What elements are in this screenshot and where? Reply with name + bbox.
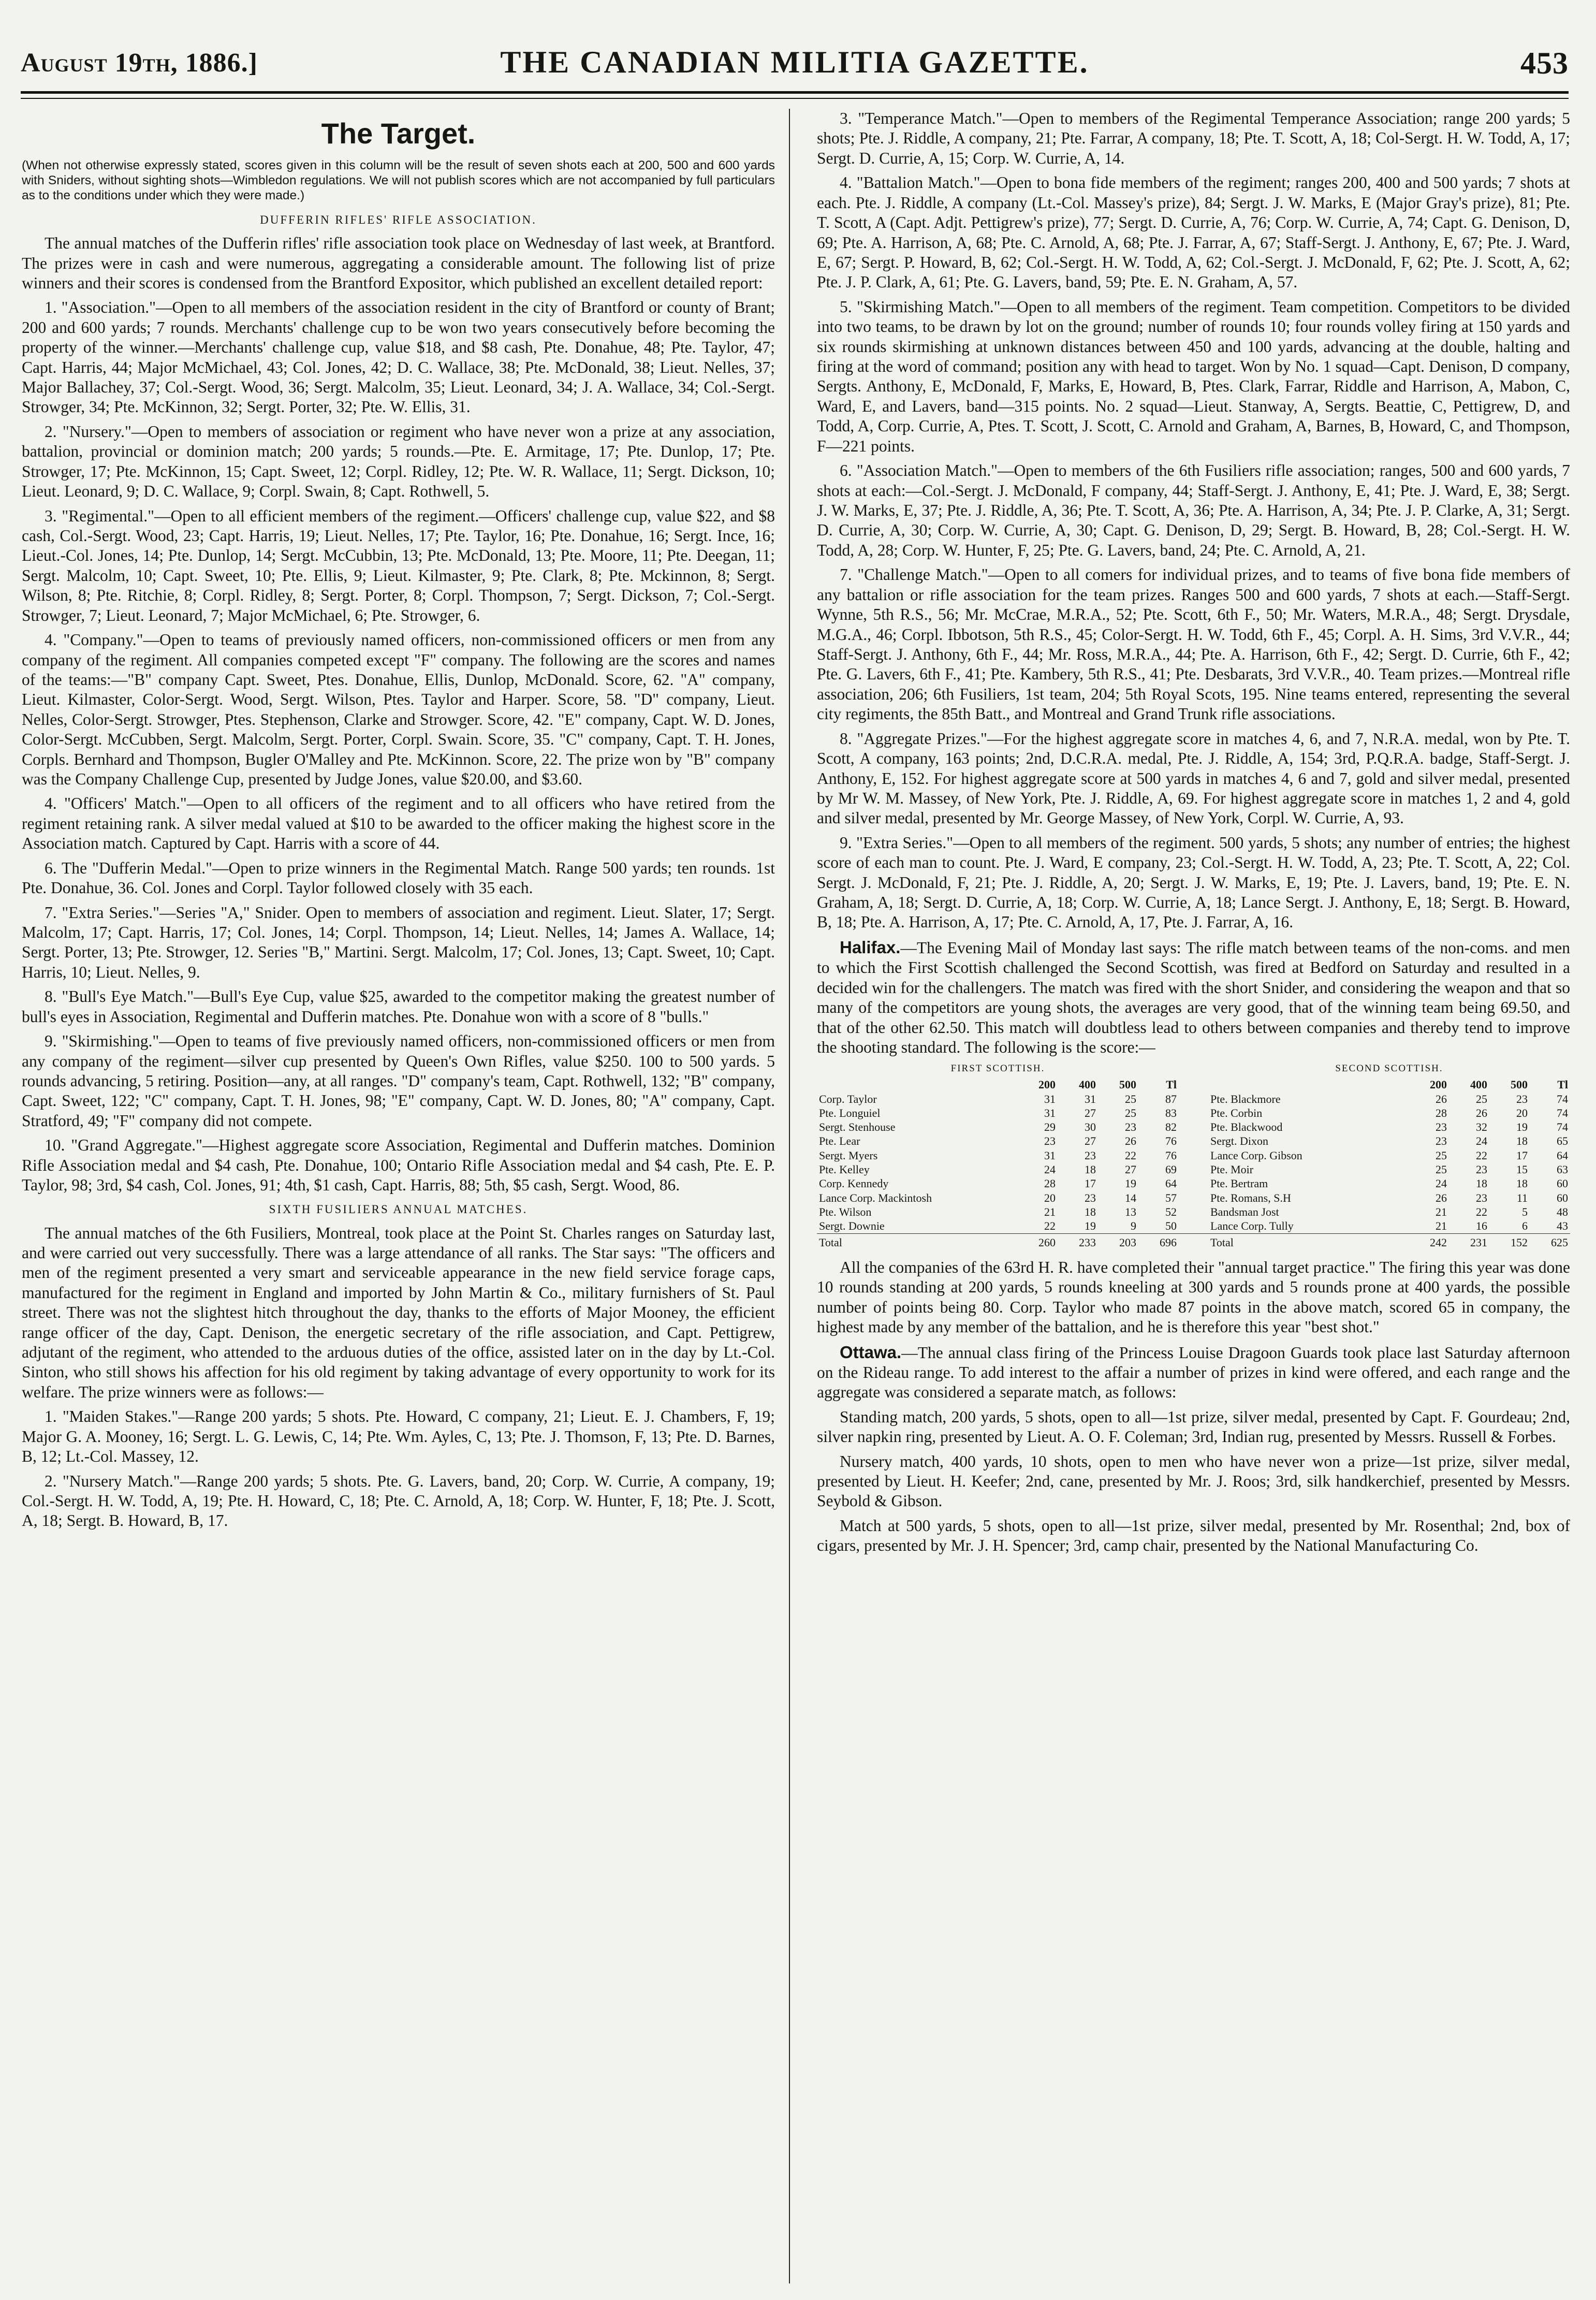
shooter-name: Pte. Kelley <box>819 1163 870 1176</box>
table-row <box>817 1162 1570 1176</box>
score-s200: 29 <box>1044 1120 1056 1134</box>
score-s200: 23 <box>1436 1134 1447 1148</box>
score-total: 74 <box>1557 1120 1568 1134</box>
score-s500: 18 <box>1516 1177 1528 1190</box>
first-scottish-title: FIRST SCOTTISH. <box>950 1063 1045 1074</box>
gap-cell <box>1179 1106 1208 1120</box>
score-s400: 23 <box>1476 1163 1487 1176</box>
score-s500: 6 <box>1522 1219 1528 1233</box>
gap-cell <box>1179 1134 1208 1148</box>
score-total: 64 <box>1165 1177 1177 1190</box>
article-paragraph: 8. "Bull's Eye Match."—Bull's Eye Cup, value $25, awarded to the competitor making the greatest number of bull's eyes in Association, Regimental and Dufferin matches. Pte. Donahue won with a score of 8 "bulls." <box>22 987 775 1026</box>
shooter-name: Sergt. Downie <box>819 1219 885 1233</box>
total-s200: 242 <box>1409 1233 1449 1249</box>
score-s200: 31 <box>1044 1148 1056 1162</box>
score-s400: 23 <box>1085 1191 1096 1204</box>
shooter-name: Pte. Moir <box>1210 1163 1254 1176</box>
column-header: 500 <box>1511 1078 1528 1091</box>
masthead <box>21 42 1569 84</box>
score-s400: 18 <box>1085 1163 1096 1176</box>
score-s500: 19 <box>1125 1177 1136 1190</box>
shooter-name: Pte. Romans, S.H <box>1210 1191 1291 1204</box>
score-total: 57 <box>1165 1191 1177 1204</box>
gap-cell <box>1179 1120 1208 1134</box>
table-row <box>817 1176 1570 1190</box>
article-paragraph: Nursery match, 400 yards, 10 shots, open to men who have never won a prize—1st prize, silver medal, presented by Lieut. H. Keefer; 2nd, cane, presented by Mr. J. Roos; 3rd, silk handkerchief, presented by Messrs. Seybold & Gibson. <box>817 1452 1570 1510</box>
article-paragraph: 7. "Challenge Match."—Open to all comers for individual prizes, and to teams of five bona fide members of any battalion or rifle association for the team prizes. Ranges 500 and 600 yards, 7 shots at each.—Staff-Sergt. Wynne, 5th R.S., 56; Mr. McCrae, M.R.A., 52; Pte. Scott, 6th F., 50; Mr. Waters, M.R.A., 48; Sergt. Drysdale, M.G.A., 46; Corpl. Ibbotson, 5th R.S., 45; Color-Sergt. H. W. Todd, 6th F., 45; Corpl. A. H. Sims, 3rd V.V.R., 44; Staff-Sergt. J. Anthony, 6th F., 44; Mr. Ross, M.R.A., 44; Pte. A. Harrison, 6th F., 42; Sergt. D. Currie, 6th F., 42; Pte. G. Lavers, 6th F., 41; Pte. Kambery, 5th R.S., 41; Pte. Desbarats, 3rd V.V.R., 40. Team prizes.—Montreal rifle association, 206; 6th Fusiliers, 1st team, 204; 5th Royal Scots, 195. Nine teams entered, representing the several city regiments, the 85th Batt., and Montreal and Grand Trunk rifle associations. <box>817 565 1570 723</box>
score-s400: 18 <box>1085 1205 1096 1218</box>
column-divider <box>789 109 790 2283</box>
score-s400: 22 <box>1476 1148 1487 1162</box>
score-s500: 22 <box>1125 1148 1136 1162</box>
shooter-name: Sergt. Dixon <box>1210 1134 1269 1148</box>
editorial-notice: (When not otherwise expressly stated, scores given in this column will be the result of seven shots each at 200, 500 and 600 yards with Sniders, without sighting shots—Wimbledon regulations. We will not publish scores which are not accompanied by full particulars as to the conditions under which they were made.) <box>22 158 775 203</box>
total-total: 625 <box>1530 1233 1570 1249</box>
score-s200: 25 <box>1436 1163 1447 1176</box>
score-total: 82 <box>1165 1120 1177 1134</box>
score-s400: 32 <box>1476 1120 1487 1134</box>
score-s400: 19 <box>1085 1219 1096 1233</box>
shooter-name: Pte. Longuiel <box>819 1106 881 1119</box>
article-paragraph: 6. "Association Match."—Open to members of the 6th Fusiliers rifle association; ranges, 500 and 600 yards, 7 shots at each:—Col.-Sergt. J. McDonald, F company, 44; Staff-Sergt. J. Anthony, E, 41; Pte. J. Ward, E, 38; Sergt. J. W. Marks, E, 37; Pte. J. Riddle, A, 36; Pte. T. Scott, A, 36; Pte. A. Harrison, A, 34; Pte. J. P. Clarke, A, 31; Sergt. D. Currie, A, 30; Corp. W. Currie, A, 30; Capt. G. Denison, D, 29; Sergt. B. Howard, B, 28; Col.-Sergt. H. W. Todd, A, 28; Corp. W. Hunter, F, 25; Pte. G. Lavers, band, 24; Pte. C. Arnold, A, 21. <box>817 461 1570 559</box>
score-s400: 18 <box>1476 1177 1487 1190</box>
score-s500: 23 <box>1125 1120 1136 1134</box>
score-s200: 24 <box>1436 1177 1447 1190</box>
gap-cell <box>1179 1078 1208 1091</box>
article-paragraph: 4. "Company."—Open to teams of previously named officers, non-commissioned officers or men from any company of the regiment. All companies competed except "F" company. The following are the scores and names of the teams:—"B" company Capt. Sweet, Ptes. Donahue, Ellis, Dunlop, McDonald. Score, 62. "A" company, Lieut. Kilmaster, Color-Sergt. Wood, Sergt. Wilson, Ptes. Taylor and Harper. Score, 58. "D" company, Lieut. Nelles, Color-Sergt. Strowger, Ptes. Stephenson, Clarke and Strowger. Score, 42. "E" company, Capt. W. D. Jones, Color-Sergt. McCubben, Sergt. Malcolm, Sergt. Porter, Corpl. Swain. Score, 35. "C" company, Capt. T. H. Jones, Corpls. Bernhard and Thompson, Bugler O'Malley and Pte. McKinnon. Score, 22. The prize won by "B" company was the Company Challenge Cup, presented by Judge Jones, value $20.00, and $3.60. <box>22 631 775 789</box>
section-title: The Target. <box>321 117 476 150</box>
table-row <box>817 1120 1570 1134</box>
article-paragraph: 6. The "Dufferin Medal."—Open to prize winners in the Regimental Match. Range 500 yards; ten rounds. 1st Pte. Donahue, 36. Col. Jones and Corpl. Taylor followed closely with 35 each. <box>22 858 775 897</box>
score-s500: 27 <box>1125 1163 1136 1176</box>
score-s400: 27 <box>1085 1106 1096 1119</box>
score-total: 76 <box>1165 1148 1177 1162</box>
table-row <box>817 1205 1570 1219</box>
article-paragraph: Standing match, 200 yards, 5 shots, open to all—1st prize, silver medal, presented by Capt. F. Gourdeau; 2nd, silver napkin ring, presented by Lieut. A. O. F. Coleman; 3rd, Indian rug, presented by Messrs. Russell & Forbes. <box>817 1407 1570 1446</box>
table-row <box>817 1219 1570 1233</box>
shooter-name: Bandsman Jost <box>1210 1205 1279 1218</box>
score-s400: 26 <box>1476 1106 1487 1119</box>
dufferin-heading: DUFFERIN RIFLES' RIFLE ASSOCIATION. <box>260 213 537 227</box>
total-total: 696 <box>1138 1233 1179 1249</box>
total-s500: 203 <box>1098 1233 1138 1249</box>
score-s500: 23 <box>1516 1092 1528 1105</box>
score-s500: 26 <box>1125 1134 1136 1148</box>
score-s400: 27 <box>1085 1134 1096 1148</box>
shooter-name: Corp. Taylor <box>819 1092 877 1105</box>
score-s200: 21 <box>1044 1205 1056 1218</box>
score-s500: 15 <box>1516 1163 1528 1176</box>
score-column-header-row <box>817 1078 1570 1091</box>
score-s500: 25 <box>1125 1106 1136 1119</box>
gap-cell <box>1179 1191 1208 1205</box>
score-s200: 28 <box>1044 1177 1056 1190</box>
score-total: 52 <box>1165 1205 1177 1218</box>
column-header: Tl <box>1166 1078 1177 1091</box>
table-row <box>817 1148 1570 1162</box>
score-s200: 25 <box>1436 1148 1447 1162</box>
article-paragraph: 10. "Grand Aggregate."—Highest aggregate score Association, Regimental and Dufferin matches. Dominion Rifle Association medal and $4 cash, Pte. Donahue, 100; Ontario Rifle Association medal and $4 cash, Pte. E. P. Taylor, 98; 3rd, $4 cash, Col. Jones, 91; 4th, $1 cash, Capt. Harris, 88; 5th, $5 cash, Sergt. Wood, 86. <box>22 1136 775 1195</box>
score-s200: 21 <box>1436 1205 1447 1218</box>
article-paragraph: Match at 500 yards, 5 shots, open to all—1st prize, silver medal, presented by Mr. Rosenthal; 2nd, box of cigars, presented by Mr. J. H. Spencer; 3rd, camp chair, presented by the National Manufacturing Co. <box>817 1516 1570 1555</box>
halifax-paragraph <box>817 937 1570 1058</box>
column-header: 500 <box>1119 1078 1136 1091</box>
article-paragraph: 8. "Aggregate Prizes."—For the highest aggregate score in matches 4, 6, and 7, N.R.A. medal, won by Pte. T. Scott, A company, 163 points; 2nd, D.C.R.A. medal, Pte. J. Riddle, A, 154; 3rd, P.Q.R.A. badge, Staff-Sergt. J. Anthony, E, 152. For highest aggregate score at 500 yards in matches 4, 6 and 7, gold and silver medal, presented by Mr W. M. Massey, of New York, Pte. J. Riddle, A, 69. For highest aggregate score in matches 1, 2 and 4, gold and silver medal, presented by Mr. George Massey, of New York, Corpl. W. Currie, A, 93. <box>817 729 1570 827</box>
article-paragraph: 4. "Battalion Match."—Open to bona fide members of the regiment; ranges 200, 400 and 500 yards; 7 shots at each. Pte. J. Riddle, A company (Lt.-Col. Massey's prize), 84; Sergt. J. W. Marks, E (Major Gray's prize), 81; Pte. T. Scott, A (Capt. Adjt. Pettigrew's prize), 77; Sergt. D. Currie, A, 76; Corp. W. Currie, A, 74; Capt. G. Denison, D, 69; Pte. A. Harrison, A, 68; Pte. C. Arnold, A, 68; Pte. J. Farrar, A, 67; Staff-Sergt. J. Anthony, E, 67; Pte. J. Ward, E, 67; Sergt. P. Howard, B, 62; Col.-Sergt. H. W. Todd, A, 62; Col.-Sergt. J. McDonald, F, 62; Pte. J. Scott, A, 62; Pte. J. P. Clark, A, 61; Pte. G. Lavers, band, 59; Pte. E. N. Graham, A, 57. <box>817 173 1570 292</box>
score-total: 48 <box>1557 1205 1568 1218</box>
score-s200: 22 <box>1044 1219 1056 1233</box>
article-paragraph: The annual matches of the Dufferin rifles' rifle association took place on Wednesday of last week, at Brantford. The prizes were in cash and were numerous, aggregating a considerable amount. The following list of prize winners and their scores is condensed from the Brantford Expositor, which published an excellent detailed report: <box>22 234 775 292</box>
score-s400: 24 <box>1476 1134 1487 1148</box>
newspaper-title: THE CANADIAN MILITIA GAZETTE. <box>500 45 1089 79</box>
score-s200: 23 <box>1044 1134 1056 1148</box>
score-table <box>817 1062 1570 1249</box>
gap-cell <box>1179 1219 1208 1233</box>
score-total: 69 <box>1165 1163 1177 1176</box>
gap-cell <box>1179 1233 1208 1249</box>
article-paragraph: 7. "Extra Series."—Series "A," Snider. Open to members of association and regiment. Lieut. Slater, 17; Sergt. Malcolm, 17; Capt. Harris, 17; Col. Jones, 14; Corpl. Thompson, 14; Lieut. Nelles, 14; James A. Wallace, 14; Sergt. Porter, 13; Pte. Strowger, 12. Series "B," Martini. Sergt. Malcolm, 17; Col. Jones, 13; Capt. Sweet, 10; Capt. Harris, 10; Lieut. Nelles, 9. <box>22 903 775 981</box>
score-s400: 30 <box>1085 1120 1096 1134</box>
shooter-name: Sergt. Myers <box>819 1148 878 1162</box>
score-s500: 11 <box>1516 1191 1528 1204</box>
score-s400: 31 <box>1085 1092 1096 1105</box>
column-header: Tl <box>1557 1078 1568 1091</box>
header-rule-thick <box>21 91 1569 94</box>
gap-cell <box>1179 1205 1208 1219</box>
shooter-name: Corp. Kennedy <box>819 1177 889 1190</box>
column-header: 200 <box>1430 1078 1447 1091</box>
article-paragraph: 2. "Nursery."—Open to members of association or regiment who have never won a prize at any association, battalion, provincial or dominion match; 200 yards; 5 rounds.—Pte. E. Armitage, 17; Pte. Dunlop, 17; Pte. Strowger, 17; Pte. McKinnon, 15; Capt. Sweet, 12; Corpl. Ridley, 12; Pte. W. R. Wallace, 11; Sergt. Dickson, 10; Lieut. Leonard, 9; D. C. Wallace, 9; Corpl. Swain, 8; Capt. Rothwell, 5. <box>22 422 775 501</box>
gap-cell <box>1179 1092 1208 1106</box>
shooter-name: Pte. Blackwood <box>1210 1120 1283 1134</box>
score-s200: 28 <box>1436 1106 1447 1119</box>
header-rule-thin <box>21 98 1569 99</box>
shooter-name: Pte. Blackmore <box>1210 1092 1281 1105</box>
score-total: 50 <box>1165 1219 1177 1233</box>
score-total: 76 <box>1165 1134 1177 1148</box>
shooter-name: Pte. Bertram <box>1210 1177 1268 1190</box>
shooter-name: Pte. Lear <box>819 1134 860 1148</box>
score-s400: 17 <box>1085 1177 1096 1190</box>
left-column <box>22 109 775 2283</box>
score-total: 74 <box>1557 1106 1568 1119</box>
score-s200: 23 <box>1436 1120 1447 1134</box>
halifax-text: —The Evening Mail of Monday last says: The rifle match between teams of the non-coms. and men to which the First Scottish challenged the Second Scottish, was fired at Bedford on Saturday and resulted in a decided win for the challengers. The match was fired with the short Snider, and considering the weapon and that so many of the competitors are young shots, the averages are very good, that of the winning team being 69.50, and that of the other 62.50. This match will doubtless lead to others between companies and thereby tend to improve the shooting standard. The following is the score:— <box>817 938 1570 1056</box>
score-s400: 16 <box>1476 1219 1487 1233</box>
score-total: 63 <box>1557 1163 1568 1176</box>
score-s200: 31 <box>1044 1106 1056 1119</box>
second-scottish-title: SECOND SCOTTISH. <box>1335 1063 1443 1074</box>
ottawa-text: —The annual class firing of the Princess Louise Dragoon Guards took place last Saturday afternoon on the Rideau range. To add interest to the affair a number of prizes in kind were offered, and each range and the aggregate was considered a separate match, as follows: <box>817 1343 1570 1402</box>
article-paragraph: 4. "Officers' Match."—Open to all officers of the regiment and to all officers who have retired from the regiment retaining rank. A silver medal valued at $10 to be awarded to the officer making the highest score in the Association match. Captured by Capt. Harris with a score of 44. <box>22 794 775 853</box>
score-s500: 13 <box>1125 1205 1136 1218</box>
shooter-name: Sergt. Stenhouse <box>819 1120 896 1134</box>
total-s400: 231 <box>1449 1233 1489 1249</box>
shooter-name: Pte. Wilson <box>819 1205 872 1218</box>
score-total: 87 <box>1165 1092 1177 1105</box>
score-s500: 14 <box>1125 1191 1136 1204</box>
gap-cell <box>1179 1176 1208 1190</box>
issue-date: August 19th, 1886.] <box>21 48 258 78</box>
article-paragraph: The annual matches of the 6th Fusiliers, Montreal, took place at the Point St. Charles ranges on Saturday last, and were carried out very successfully. There was a large attendance of all ranks. The Star says: "The officers and men of the regiment presented a very smart and serviceable appearance in the new field service forage caps, manufactured for the regiment in England and imported by John Martin & Co., military furnishers of St. Paul street. There was not the slightest hitch throughout the day, thanks to the efforts of Major Mooney, the efficient range officer of the day, Capt. Denison, the energetic secretary of the rifle association, and Capt. Pettigrew, adjutant of the regiment, who attended to the arduous duties of the office, assisted later on in the day by Lt.-Col. Sinton, who still shows his affection for his old regiment by taking advantage of every opportunity to work for its welfare. The prize winners were as follows:— <box>22 1224 775 1401</box>
score-s200: 20 <box>1044 1191 1056 1204</box>
score-s200: 31 <box>1044 1092 1056 1105</box>
shooter-name: Pte. Corbin <box>1210 1106 1263 1119</box>
shooter-name: Lance Corp. Mackintosh <box>819 1191 932 1204</box>
blank-cell <box>1208 1078 1409 1091</box>
score-s200: 24 <box>1044 1163 1056 1176</box>
article-paragraph: 5. "Skirmishing Match."—Open to all members of the regiment. Team competition. Competitors to be divided into two teams, to be drawn by lot on the ground; number of rounds 10; four rounds volley firing at 150 yards and six rounds skirmishing at unknown distances between 450 and 100 yards, advancing at the double, halting and firing at the word of command; position any with head to target. Won by No. 1 squad—Capt. Denison, D company, Sergts. Anthony, E, McDonald, F, Marks, E, Howard, B, Ptes. Clark, Farrar, Riddle and Harrison, A, Mabon, C, Ward, E, and Lavers, band—315 points. No. 2 squad—Lieut. Stanway, A, Sergts. Beattie, C, Pettigrew, D, and Todd, A, Corp. Currie, A, Ptes. T. Scott, J. Scott, C. Arnold and Graham, A, Barnes, B, Howard, C, and Thompson, F—221 points. <box>817 297 1570 455</box>
score-s400: 22 <box>1476 1205 1487 1218</box>
score-total: 60 <box>1557 1191 1568 1204</box>
score-s400: 23 <box>1476 1191 1487 1204</box>
table-row <box>817 1191 1570 1205</box>
article-paragraph: 3. "Regimental."—Open to all efficient members of the regiment.—Officers' challenge cup, value $22, and $8 cash, Col.-Sergt. Wood, 23; Capt. Harris, 19; Lieut. Nelles, 17; Pte. Taylor, 16; Pte. Donahue, 16; Sergt. Ince, 16; Lieut.-Col. Jones, 14; Pte. Dunlop, 14; Sergt. McCubbin, 13; Pte. McDonald, 13; Pte. Moore, 11; Pte. Deegan, 11; Sergt. Malcolm, 10; Capt. Sweet, 10; Pte. Ellis, 9; Lieut. Kilmaster, 9; Pte. Clark, 8; Pte. Mckinnon, 8; Sergt. Wilson, 8; Pte. Ritchie, 8; Corpl. Ridley, 8; Sergt. Porter, 8; Corpl. Thompson, 7; Sergt. Dickson, 7; Col.-Sergt. Strowger, 7; Lieut. Leonard, 7; Major McMichael, 6; Pte. Strowger, 6. <box>22 506 775 624</box>
article-paragraph: 3. "Temperance Match."—Open to members of the Regimental Temperance Association; range 200 yards; 5 shots; Pte. J. Riddle, A company, 21; Pte. Farrar, A company, 18; Pte. T. Scott, A, 18; Col-Sergt. H. W. Todd, A, 17; Sergt. D. Currie, A, 15; Corp. W. Currie, A, 14. <box>817 109 1570 167</box>
column-header: 400 <box>1079 1078 1096 1091</box>
ottawa-paragraph <box>817 1342 1570 1403</box>
sixth-fusiliers-heading: SIXTH FUSILIERS ANNUAL MATCHES. <box>269 1203 528 1216</box>
gap-cell <box>1179 1162 1208 1176</box>
column-header: 200 <box>1038 1078 1056 1091</box>
score-s500: 19 <box>1516 1120 1528 1134</box>
score-total: 65 <box>1557 1134 1568 1148</box>
score-s500: 18 <box>1516 1134 1528 1148</box>
score-s500: 25 <box>1125 1092 1136 1105</box>
score-s200: 26 <box>1436 1092 1447 1105</box>
table-row <box>817 1106 1570 1120</box>
blank-cell <box>817 1078 1017 1091</box>
column-header: 400 <box>1470 1078 1487 1091</box>
right-column <box>817 109 1570 2283</box>
score-total: 83 <box>1165 1106 1177 1119</box>
score-s500: 9 <box>1131 1219 1136 1233</box>
article-paragraph: 2. "Nursery Match."—Range 200 yards; 5 shots. Pte. G. Lavers, band, 20; Corp. W. Currie, A company, 19; Col.-Sergt. H. W. Todd, A, 19; Pte. H. Howard, C, 18; Pte. C. Arnold, A, 18; Corp. W. Hunter, F, 18; Pte. J. Scott, A, 18; Sergt. B. Howard, B, 17. <box>22 1472 775 1530</box>
shooter-name: Lance Corp. Gibson <box>1210 1148 1302 1162</box>
score-s500: 5 <box>1522 1205 1528 1218</box>
article-paragraph: All the companies of the 63rd H. R. have completed their "annual target practice." The firing this year was done 10 rounds standing at 200 yards, 5 rounds kneeling at 300 yards and 5 rounds prone at 400 yards, the possible number of points being 80. Corp. Taylor who made 87 points in the above match, scored 65 in company, the highest made by any member of the battalion, and he is therefore this year "best shot." <box>817 1258 1570 1336</box>
score-total: 64 <box>1557 1148 1568 1162</box>
table-row <box>817 1134 1570 1148</box>
total-label: Total <box>1208 1233 1409 1249</box>
gap-cell <box>1179 1148 1208 1162</box>
ottawa-heading: Ottawa. <box>840 1342 902 1362</box>
score-s200: 21 <box>1436 1219 1447 1233</box>
shooter-name: Lance Corp. Tully <box>1210 1219 1294 1233</box>
score-total: 43 <box>1557 1219 1568 1233</box>
table-total-row <box>817 1233 1570 1249</box>
table-row <box>817 1092 1570 1106</box>
halifax-heading: Halifax. <box>840 937 901 957</box>
article-paragraph: 9. "Extra Series."—Open to all members of the regiment. 500 yards, 5 shots; any number of entries; the highest score of each man to count. Pte. J. Ward, E company, 23; Col.-Sergt. H. W. Todd, A, 23; Pte. T. Scott, A, 22; Col. Sergt. J. McDonald, F, 21; Pte. J. Riddle, A, 20; Sergt. J. W. Marks, E, 19; Pte. J. Lavers, band, 19; Pte. E. N. Graham, A, 18; Sergt. D. Currie, A, 18; Corp. W. Currie, A, 18; Lance Sergt. J. Anthony, E, 18; Sergt. B. Howard, B, 18; Pte. A. Harrison, A, 17; Pte. C. Arnold, A, 17, Pte. J. Farrar, A, 16. <box>817 833 1570 931</box>
score-total: 74 <box>1557 1092 1568 1105</box>
score-total: 60 <box>1557 1177 1568 1190</box>
page-number: 453 <box>1520 46 1569 80</box>
score-s400: 23 <box>1085 1148 1096 1162</box>
article-paragraph: 1. "Association."—Open to all members of the association resident in the city of Brantford or county of Brant; 200 and 600 yards; 7 rounds. Merchants' challenge cup to be won two years consecutively before becoming the property of the winner.—Merchants' challenge cup, value $18, and $8 cash, Pte. Donahue, 48; Pte. Taylor, 47; Capt. Harris, 44; Major McMichael, 43; Col. Jones, 42; D. C. Wallace, 38; Pte. McDonald, 38; Lieut. Nelles, 37; Major Ballachey, 37; Col.-Sergt. Wood, 36; Sergt. Malcolm, 35; Lieut. Leonard, 34; J. A. Wallace, 34; Col.-Sergt. Strowger, 34; Pte. McKinnon, 32; Sergt. Porter, 32; Pte. W. Ellis, 31. <box>22 298 775 416</box>
article-paragraph: 9. "Skirmishing."—Open to teams of five previously named officers, non-commissioned officers or men from any company of the regiment—silver cup presented by Queen's Own Rifles, value $250. 100 to 500 yards. 5 rounds advancing, 5 retiring. Position—any, at all ranges. "D" company's team, Capt. Rothwell, 132; "B" company, Capt. Sweet, 122; "C" company, Capt. T. H. Jones, 98; "E" company, Capt. W. D. Jones, 80; "A" company, Capt. Stratford, 49; "F" company did not compete. <box>22 1032 775 1130</box>
score-s500: 20 <box>1516 1106 1528 1119</box>
score-s400: 25 <box>1476 1092 1487 1105</box>
total-s200: 260 <box>1017 1233 1058 1249</box>
total-label: Total <box>817 1233 1017 1249</box>
score-s200: 26 <box>1436 1191 1447 1204</box>
total-s500: 152 <box>1489 1233 1530 1249</box>
score-s500: 17 <box>1516 1148 1528 1162</box>
total-s400: 233 <box>1058 1233 1098 1249</box>
article-paragraph: 1. "Maiden Stakes."—Range 200 yards; 5 shots. Pte. Howard, C company, 21; Lieut. E. J. Chambers, F, 19; Major G. A. Mooney, 16; Sergt. L. G. Lewis, C, 14; Pte. Wm. Ayles, C, 13; Pte. J. Thomson, F, 13; Pte. D. Barnes, B, 12; Lt.-Col. Massey, 12. <box>22 1407 775 1466</box>
score-table-body <box>817 1078 1570 1249</box>
